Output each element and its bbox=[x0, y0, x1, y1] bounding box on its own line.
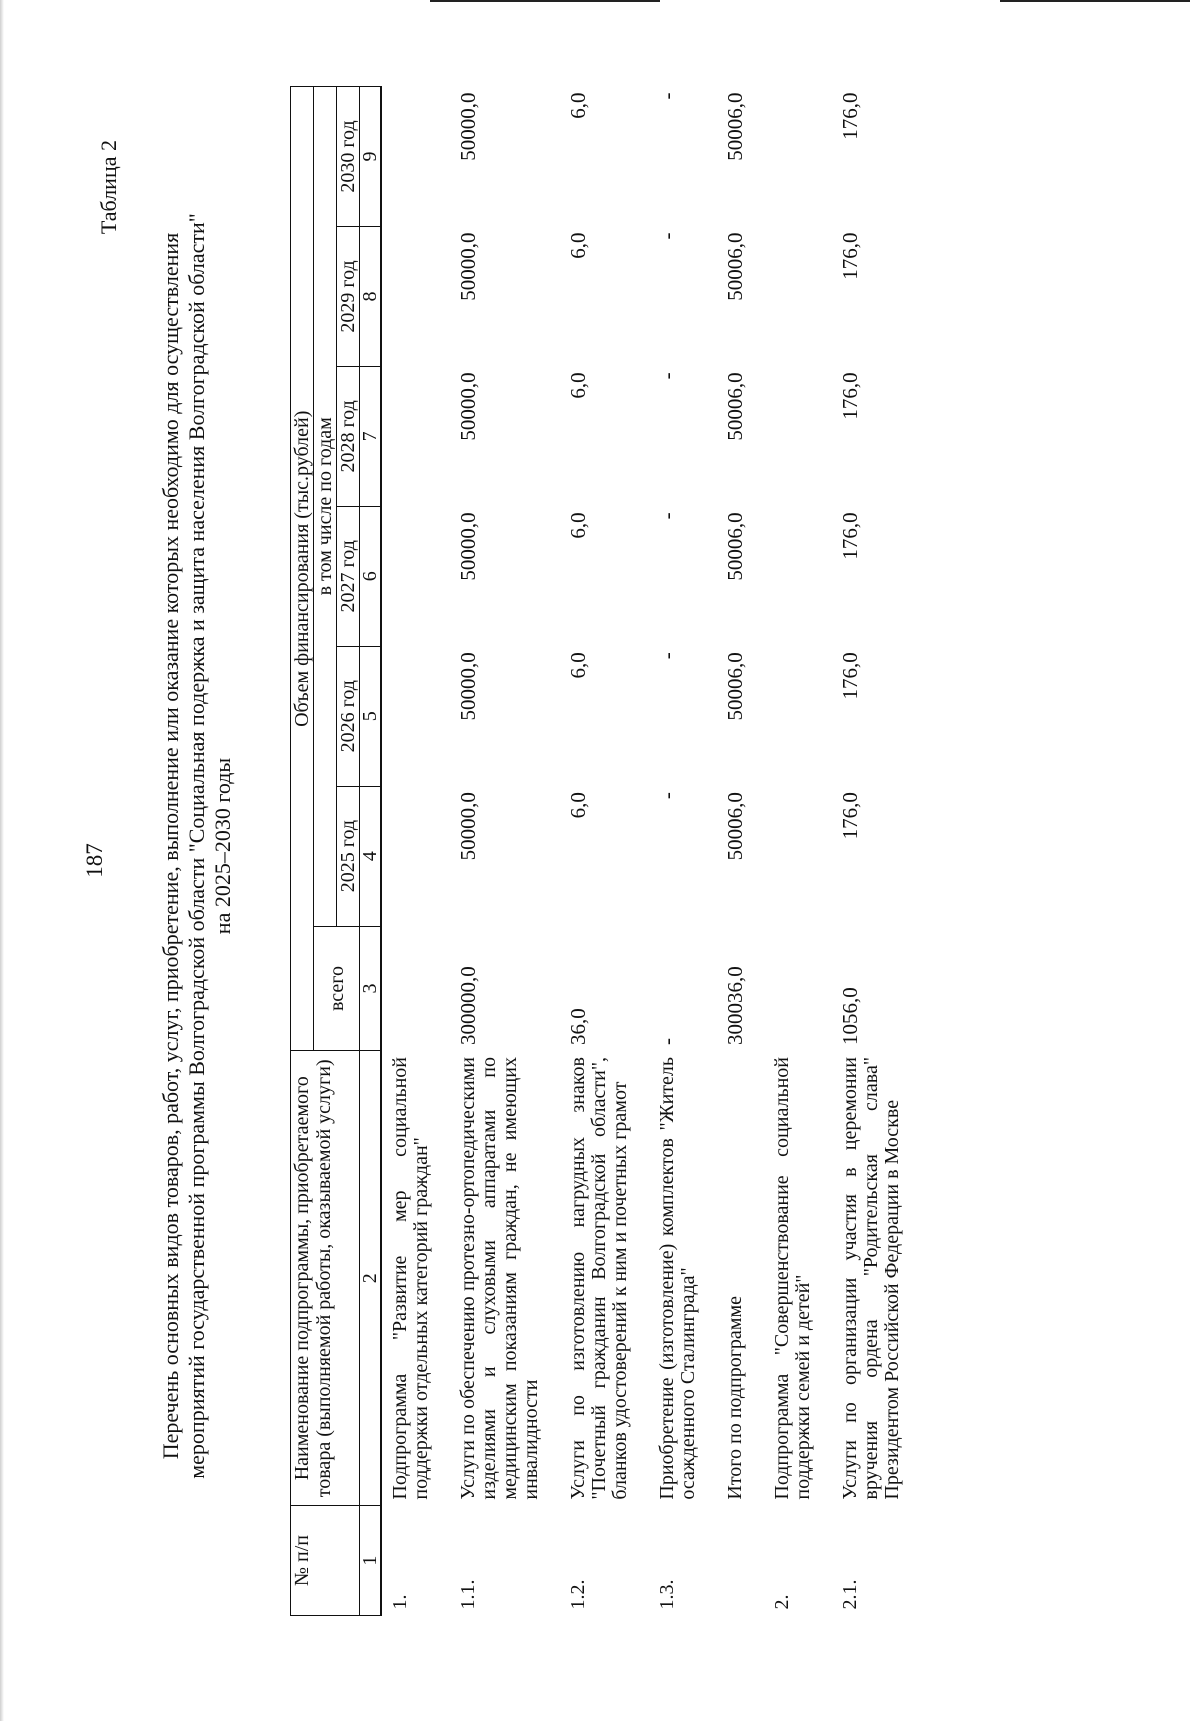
row-value: - bbox=[655, 232, 679, 240]
table-label: Таблица 2 bbox=[96, 140, 121, 235]
header-total: всего bbox=[314, 926, 360, 1051]
row-number: 1.3. bbox=[656, 1579, 678, 1610]
row-number bbox=[717, 1506, 764, 1616]
header-year: 2029 год bbox=[337, 227, 360, 367]
table-row bbox=[717, 87, 764, 1616]
row-value: 50000,0 bbox=[456, 372, 480, 441]
row-value: 176,0 bbox=[838, 92, 862, 140]
row-value: - bbox=[655, 652, 679, 660]
header-funding: Объем финансирования (тыс.рублей) bbox=[291, 87, 314, 1051]
row-value: 50006,0 bbox=[723, 512, 747, 581]
row-name: Услуги по организации участия в церемонии вручения ордена "Родительская слава" Президентом Российской Федерации в Москве bbox=[839, 1056, 903, 1500]
table-row bbox=[832, 87, 921, 1616]
row-name: Подпрограмма "Совершенствование социальной поддержки семей и детей" bbox=[771, 1056, 814, 1500]
funding-table bbox=[290, 86, 921, 1616]
row-value: - bbox=[655, 512, 679, 520]
row-value bbox=[764, 786, 832, 926]
row-value bbox=[381, 87, 450, 227]
column-index: 3 bbox=[360, 926, 382, 1051]
column-index: 2 bbox=[360, 1051, 382, 1506]
row-value: 50006,0 bbox=[723, 232, 747, 301]
row-number: 1.1. bbox=[457, 1579, 479, 1610]
row-number: 1.2. bbox=[567, 1579, 589, 1610]
row-total: 300000,0 bbox=[456, 966, 480, 1045]
row-total bbox=[764, 926, 832, 1051]
row-total: 36,0 bbox=[566, 1008, 590, 1045]
column-index: 5 bbox=[360, 646, 382, 786]
row-total: - bbox=[655, 1037, 679, 1045]
table-row bbox=[560, 87, 649, 1616]
header-year: 2025 год bbox=[337, 786, 360, 926]
row-value: 6,0 bbox=[566, 512, 590, 539]
page-number: 187 bbox=[82, 843, 107, 878]
row-number: 2.1. bbox=[839, 1579, 861, 1610]
header-year: 2030 год bbox=[337, 87, 360, 227]
row-value bbox=[381, 786, 450, 926]
table-row bbox=[649, 87, 717, 1616]
row-value: - bbox=[655, 372, 679, 380]
document-title bbox=[158, 121, 236, 1571]
row-value: 50000,0 bbox=[456, 232, 480, 301]
column-index: 7 bbox=[360, 366, 382, 506]
row-value: 6,0 bbox=[566, 232, 590, 259]
column-index: 8 bbox=[360, 227, 382, 367]
row-total bbox=[381, 926, 450, 1051]
row-number: 2. bbox=[771, 1594, 793, 1610]
title-line-1: Перечень основных видов товаров, работ, услуг, приобретение, выполнение или оказание которых необходимо для осуществления bbox=[158, 232, 183, 1460]
row-value: 176,0 bbox=[838, 792, 862, 840]
title-line-3: на 2025–2030 годы bbox=[210, 757, 235, 935]
header-year: 2027 год bbox=[337, 506, 360, 646]
row-value: 50006,0 bbox=[723, 372, 747, 441]
row-number: 1. bbox=[389, 1594, 411, 1610]
column-index: 6 bbox=[360, 506, 382, 646]
row-value: 176,0 bbox=[838, 652, 862, 700]
column-index: 4 bbox=[360, 786, 382, 926]
row-value: - bbox=[655, 792, 679, 800]
row-total: 1056,0 bbox=[838, 987, 862, 1045]
row-value bbox=[764, 227, 832, 367]
row-name: Подпрограмма "Развитие мер социальной поддержки отдельных категорий граждан" bbox=[389, 1056, 432, 1500]
row-value: 50000,0 bbox=[456, 92, 480, 161]
row-name: Приобретение (изготовление) комплектов "Житель осажденного Сталинграда" bbox=[656, 1056, 699, 1500]
row-value: 6,0 bbox=[566, 652, 590, 679]
row-value: 50000,0 bbox=[456, 512, 480, 581]
title-line-2: мероприятий государственной программы Волгоградской области "Социальная подержка и защита населения Волгоградской области" bbox=[184, 213, 209, 1479]
row-value: - bbox=[655, 92, 679, 100]
row-value bbox=[381, 366, 450, 506]
row-value: 176,0 bbox=[838, 512, 862, 560]
row-value: 50000,0 bbox=[456, 652, 480, 721]
row-value bbox=[381, 227, 450, 367]
row-value: 6,0 bbox=[566, 792, 590, 819]
row-value: 50006,0 bbox=[723, 792, 747, 861]
header-num: № п/п bbox=[291, 1506, 360, 1616]
row-value: 176,0 bbox=[838, 372, 862, 420]
column-index: 9 bbox=[360, 87, 382, 227]
row-value: 176,0 bbox=[838, 232, 862, 280]
row-value bbox=[764, 646, 832, 786]
row-value: 6,0 bbox=[566, 372, 590, 399]
header-by-years: в том числе по годам bbox=[314, 87, 337, 927]
table-row bbox=[381, 87, 450, 1616]
row-total: 300036,0 bbox=[723, 966, 747, 1045]
row-value bbox=[764, 506, 832, 646]
row-value: 50006,0 bbox=[723, 92, 747, 161]
table-row bbox=[450, 87, 560, 1616]
row-value: 50006,0 bbox=[723, 652, 747, 721]
row-name: Услуги по обеспечению протезно-ортопедическими изделиями и слуховыми аппаратами по медицинским показаниям граждан, не имеющих инвалидности bbox=[457, 1056, 542, 1500]
header-name: Наименование подпрограммы, приобретаемого товара (выполняемой работы, оказываемой услуги) bbox=[291, 1051, 360, 1506]
row-value: 6,0 bbox=[566, 92, 590, 119]
column-index: 1 bbox=[360, 1506, 382, 1616]
row-value bbox=[764, 87, 832, 227]
row-value bbox=[764, 366, 832, 506]
table-row bbox=[764, 87, 832, 1616]
header-year: 2028 год bbox=[337, 366, 360, 506]
header-year: 2026 год bbox=[337, 646, 360, 786]
row-name: Итого по подпрограмме bbox=[724, 1296, 746, 1500]
row-name: Услуги по изготовлению нагрудных знаков "Почетный гражданин Волгоградской области", бланков удостоверений к ним и почетных грамот bbox=[567, 1056, 631, 1500]
row-value bbox=[381, 506, 450, 646]
row-value bbox=[381, 646, 450, 786]
row-value: 50000,0 bbox=[456, 792, 480, 861]
